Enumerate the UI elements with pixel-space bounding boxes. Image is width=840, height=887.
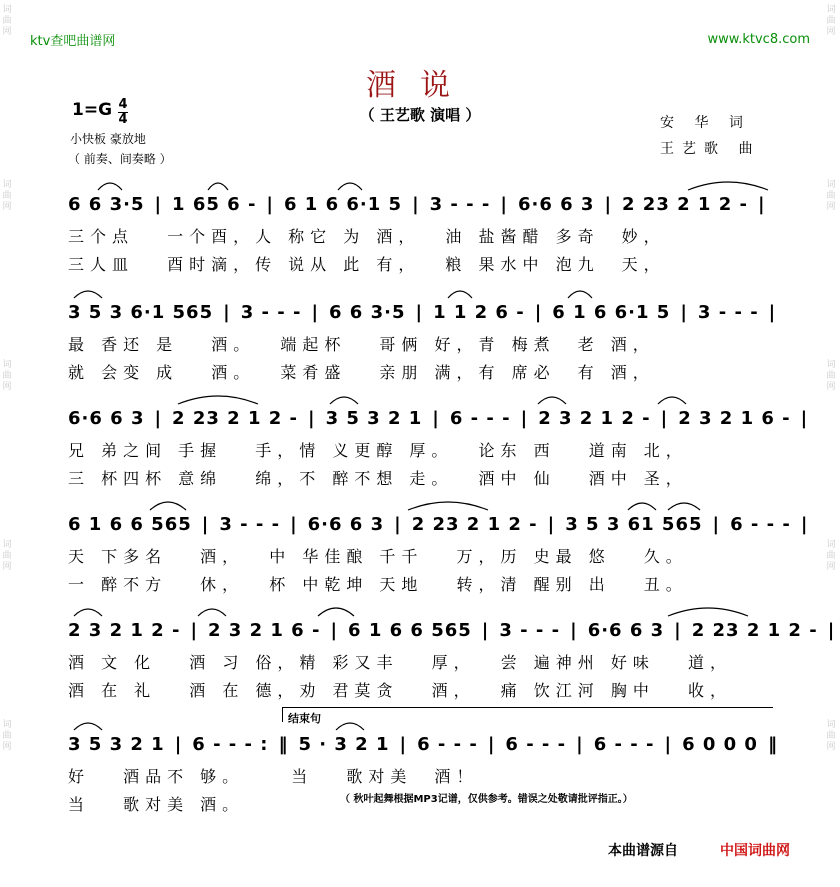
measure: 6 6 3·5 [68, 194, 145, 215]
barline: | [415, 302, 424, 323]
score-row-3 [68, 386, 809, 490]
notation-line [68, 408, 809, 429]
measure: 6 - - - [505, 734, 567, 755]
measure: 2 23 2 1 2 - [622, 194, 748, 215]
measure: 6 0 0 0 [682, 734, 758, 755]
measure: 6 - - - [417, 734, 478, 755]
barline: | [432, 408, 440, 429]
barline: | [604, 194, 613, 215]
barline: | [674, 620, 682, 641]
lyric-verse-2: 一 醉不方 休， 杯 中乾坤 天地 转，清 醒别 出 丑。 [68, 575, 688, 594]
score-row-1 [68, 172, 788, 276]
barline: ‖ [278, 734, 289, 755]
measure: 6 - - - : [192, 734, 269, 755]
measure: 6·6 6 3 [68, 408, 145, 429]
barline: | [399, 734, 408, 755]
measure: 3 - - - [499, 620, 561, 641]
measure: 2 3 2 1 6 - [678, 408, 791, 429]
time-signature [118, 99, 128, 126]
measure: 6·6 6 3 [517, 194, 595, 215]
barline: | [800, 408, 809, 429]
source-site-link[interactable]: 中国词曲网 [720, 843, 790, 859]
lyric-verse-1: 天 下多名 酒， 中 华佳酿 千千 万，历 史最 悠 久。 [68, 547, 688, 566]
score-row-2 [68, 280, 788, 384]
barline: | [768, 302, 777, 323]
score-row-4 [68, 492, 809, 596]
slur-marks [68, 172, 788, 196]
performance-note: （ 前奏、间奏略 ） [68, 152, 172, 166]
measure: 2 23 2 1 2 - [411, 514, 538, 535]
barline: | [290, 514, 298, 535]
watermark-right-1: 词曲网 [826, 5, 836, 37]
barline: | [412, 194, 420, 215]
measure: 2 3 2 1 2 - [68, 620, 181, 641]
barline: | [174, 734, 183, 755]
lyric-verse-2: 就 会变 成 酒。 菜肴盛 亲朋 满，有 席必 有 酒， [68, 363, 655, 382]
song-title: 酒说 [366, 68, 474, 103]
barline: | [154, 194, 163, 215]
measure: 3 5 3 2 1 [325, 408, 423, 429]
barline: | [154, 408, 163, 429]
watermark-left-3: 词曲网 [2, 360, 12, 392]
slur-marks [68, 492, 788, 516]
slur-marks [68, 598, 788, 622]
barline: | [576, 734, 584, 755]
measure: 6·6 6 3 [307, 514, 385, 535]
lyric-verse-1: 三个点 一个酉，人 称它 为 酒， 油 盐酱醋 多奇 妙， [68, 227, 666, 246]
measure: 6 - - - [449, 408, 511, 429]
measure: 3 5 3 6·1 565 [68, 302, 214, 323]
watermark-right-2: 词曲网 [826, 180, 836, 212]
barline: | [827, 620, 836, 641]
barline: | [680, 302, 688, 323]
barline: | [330, 620, 339, 641]
slur-marks [68, 386, 788, 410]
measure: 6 - - - [593, 734, 655, 755]
site-url-right: www.ktvc8.com [707, 32, 810, 47]
notation-line [68, 194, 788, 215]
barline: | [481, 620, 490, 641]
measure: 2 23 2 1 2 - [172, 408, 298, 429]
slur-marks [68, 712, 788, 736]
measure: 5 · 3 2 1 [298, 734, 390, 755]
barline: | [570, 620, 578, 641]
measure: 3 - - - [240, 302, 302, 323]
barline: | [266, 194, 274, 215]
slur-marks [68, 280, 788, 304]
measure: 2 3 2 1 6 - [208, 620, 321, 641]
score-row-5 [68, 598, 836, 702]
barline: | [534, 302, 543, 323]
barline: | [800, 514, 809, 535]
watermark-left-5: 词曲网 [2, 720, 12, 752]
notation-line [68, 734, 788, 755]
watermark-right-3: 词曲网 [826, 360, 836, 392]
barline: | [664, 734, 673, 755]
barline: | [311, 302, 320, 323]
final-barline: ‖ [767, 734, 778, 755]
measure: 6·6 6 3 [587, 620, 665, 641]
site-name-left: ktv查吧曲谱网 [30, 34, 116, 49]
singer-credit: （ 王艺歌 演唱 ） [359, 106, 481, 124]
lyric-verse-1: 酒 文 化 酒 习 俗，精 彩又丰 厚， 尝 遍神州 好味 道， [68, 653, 732, 672]
measure: 3 - - - [697, 302, 759, 323]
time-bottom: 4 [118, 112, 128, 127]
time-top: 4 [118, 97, 128, 112]
measure: 1 1 2 6 - [433, 302, 525, 323]
lyric-verse-2: 三 杯四杯 意绵 绵，不 醉不想 走。 酒中 仙 酒中 圣， [68, 469, 688, 488]
lyric-verse-1: 最 香还 是 酒。 端起杯 哥俩 好，青 梅煮 老 酒， [68, 335, 655, 354]
measure: 6 6 3·5 [329, 302, 406, 323]
transcription-footnote: （ 秋叶起舞根据MP3记谱，仅供参考。错误之处敬请批评指正。） [340, 794, 633, 805]
barline: | [308, 408, 316, 429]
measure: 6 - - - [730, 514, 791, 535]
lyric-verse-1: 兄 弟之间 手握 手，情 义更醇 厚。 论东 西 道南 北， [68, 441, 688, 460]
tempo-marking: 小快板 豪放地 [70, 132, 146, 146]
measure: 6 1 6 6·1 5 [284, 194, 403, 215]
notation-line [68, 302, 788, 323]
lyric-verse-1: 好 酒品不 够。 当 歌对美 酒！ [68, 767, 479, 786]
source-label: 本曲谱源自 [608, 843, 678, 859]
measure: 6 1 6 6 565 [348, 620, 472, 641]
measure: 3 - - - [429, 194, 491, 215]
key-signature: 1=G [72, 100, 113, 120]
measure: 6 1 6 6 565 [68, 514, 192, 535]
lyric-verse-2: 当 歌对美 酒。 [68, 795, 245, 814]
barline: | [520, 408, 529, 429]
watermark-right-4: 词曲网 [826, 540, 836, 572]
barline: | [190, 620, 199, 641]
barline: | [547, 514, 556, 535]
watermark-right-5: 词曲网 [826, 720, 836, 752]
ending-label: 结束句 [288, 712, 321, 725]
barline: | [223, 302, 231, 323]
notation-line [68, 620, 836, 641]
measure: 2 23 2 1 2 - [691, 620, 818, 641]
lyric-verse-2: 三人皿 酉时滴，传 说从 此 有， 粮 果水中 泡九 天， [68, 255, 666, 274]
lyricist-credit: 安 华 词 [660, 115, 751, 131]
measure: 6 1 6 6·1 5 [552, 302, 671, 323]
barline: | [660, 408, 669, 429]
barline: | [712, 514, 721, 535]
measure: 3 5 3 61 565 [565, 514, 703, 535]
barline: | [394, 514, 402, 535]
measure: 1 65 6 - [172, 194, 257, 215]
composer-credit: 王艺歌 曲 [660, 141, 761, 157]
barline: | [487, 734, 496, 755]
barline: | [201, 514, 210, 535]
watermark-left-2: 词曲网 [2, 180, 12, 212]
barline: | [500, 194, 508, 215]
watermark-left-1: 词曲网 [2, 5, 12, 37]
measure: 2 3 2 1 2 - [538, 408, 651, 429]
lyric-verse-2: 酒 在 礼 酒 在 德，劝 君莫贪 酒， 痛 饮江河 胸中 收， [68, 681, 732, 700]
notation-line [68, 514, 809, 535]
measure: 3 - - - [219, 514, 281, 535]
watermark-left-4: 词曲网 [2, 540, 12, 572]
barline: | [757, 194, 766, 215]
measure: 3 5 3 2 1 [68, 734, 165, 755]
